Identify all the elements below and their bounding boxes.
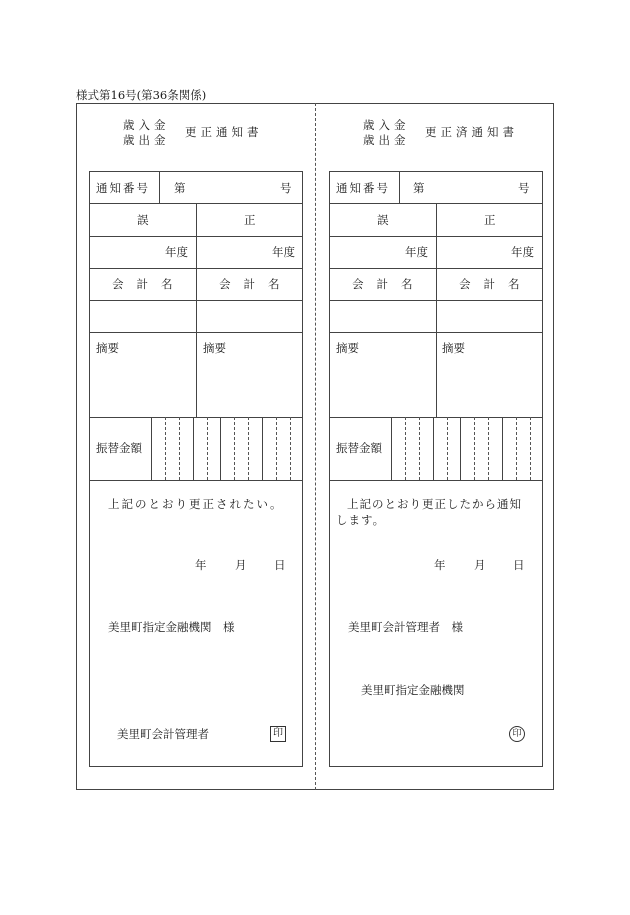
right-message-line1: 上記のとおり更正したから通知	[347, 497, 522, 511]
left-transfer-label: 振替金額	[96, 441, 142, 455]
left-wrong-year: 年度	[165, 245, 188, 259]
left-message: 上記のとおり更正されたい。	[108, 497, 284, 511]
center-cut-line	[315, 103, 316, 790]
left-title-main: 更正通知書	[185, 125, 263, 139]
left-date-day: 日	[274, 558, 286, 572]
left-wrong-label: 誤	[137, 213, 149, 227]
right-wrong-account: 会計名	[352, 277, 426, 291]
right-title-out: 歳出金	[363, 133, 410, 147]
right-date-day: 日	[513, 558, 525, 572]
left-wrong-account: 会計名	[112, 277, 186, 291]
left-wrong-summary: 摘要	[96, 341, 119, 355]
left-correct-year: 年度	[272, 245, 295, 259]
left-title-out: 歳出金	[123, 133, 170, 147]
left-correct-label: 正	[244, 213, 256, 227]
right-message-line2: します。	[336, 513, 386, 527]
left-sender: 美里町会計管理者	[117, 727, 209, 741]
right-go: 号	[518, 181, 530, 195]
left-seal-square-icon: 印	[270, 726, 286, 742]
left-correct-summary: 摘要	[203, 341, 226, 355]
right-correct-summary: 摘要	[442, 341, 465, 355]
left-title-in: 歳入金	[123, 118, 170, 132]
left-go: 号	[280, 181, 292, 195]
right-correct-account: 会計名	[459, 277, 533, 291]
right-wrong-label: 誤	[377, 213, 389, 227]
right-date-month: 月	[474, 558, 486, 572]
right-title-in: 歳入金	[363, 118, 410, 132]
left-addressee: 美里町指定金融機関 様	[108, 620, 235, 634]
right-dai: 第	[413, 181, 425, 195]
right-transfer-label: 振替金額	[336, 441, 382, 455]
left-notice-number-label: 通知番号	[96, 181, 150, 195]
right-wrong-year: 年度	[405, 245, 428, 259]
form-number: 様式第16号(第36条関係)	[76, 88, 207, 102]
right-notice-number-label: 通知番号	[336, 181, 390, 195]
right-correct-label: 正	[484, 213, 496, 227]
right-correct-year: 年度	[511, 245, 534, 259]
right-sender: 美里町指定金融機関	[361, 683, 465, 697]
left-dai: 第	[174, 181, 186, 195]
right-title-main: 更正済通知書	[425, 125, 518, 139]
left-date-month: 月	[235, 558, 247, 572]
right-addressee: 美里町会計管理者 様	[348, 620, 463, 634]
right-date-year: 年	[434, 558, 446, 572]
right-seal-circle-icon: 印	[509, 726, 525, 742]
right-wrong-summary: 摘要	[336, 341, 359, 355]
left-correct-account: 会計名	[219, 277, 293, 291]
left-date-year: 年	[195, 558, 207, 572]
